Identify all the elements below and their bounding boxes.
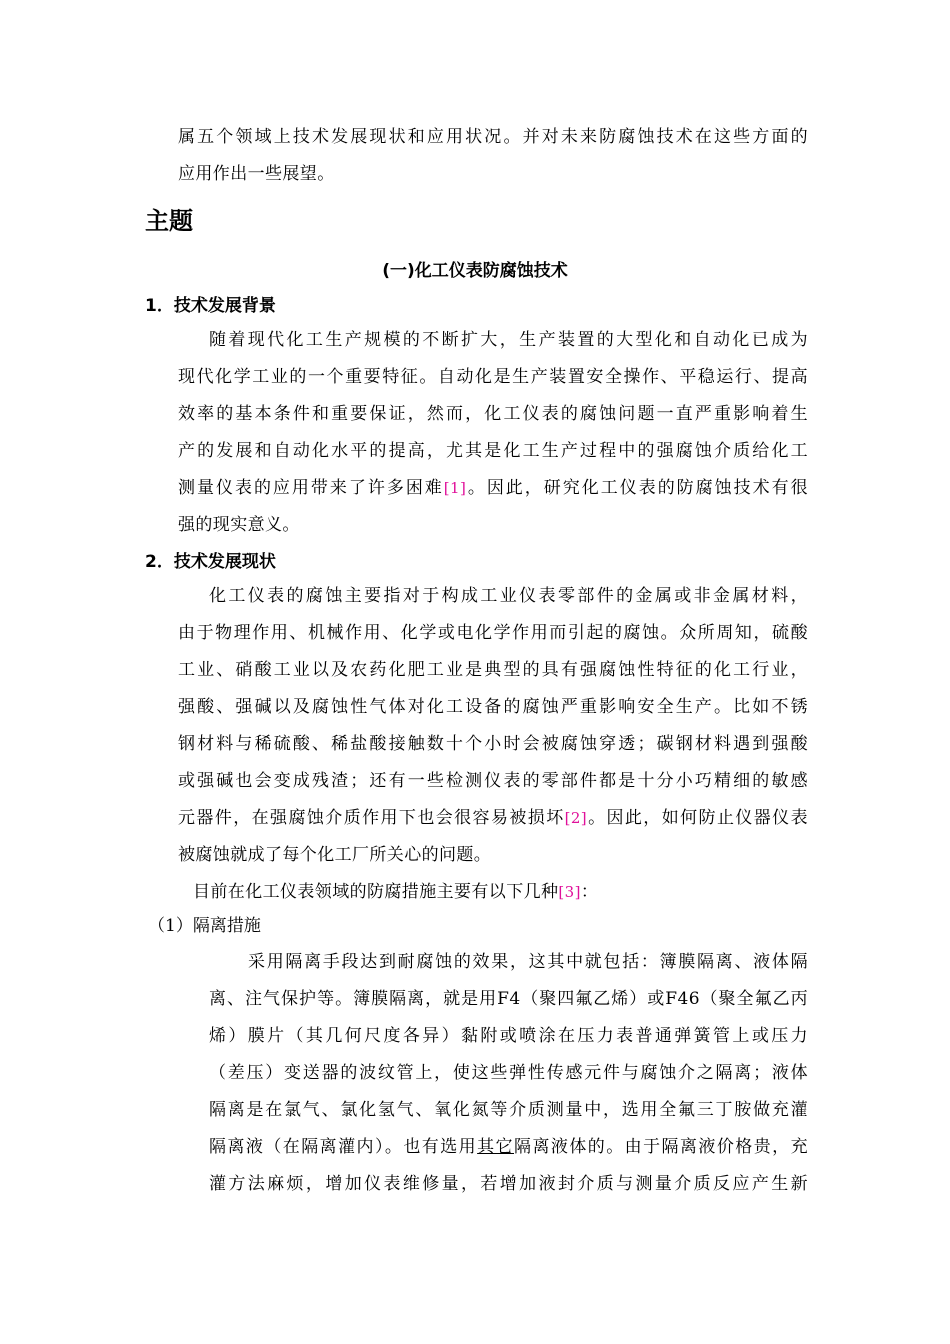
status-line-7-text-b: 。因此，如何防止仪器仪表 — [587, 808, 808, 828]
subheading-isolation: （1）隔离措施 — [148, 916, 261, 936]
citation-3: [3] — [558, 883, 581, 901]
background-line-6: 强的现实意义。 — [178, 515, 300, 535]
isolation-line-5: 隔离是在氯气、氯化氢气、氧化氮等介质测量中，选用全氟三丁胺做充灌 — [209, 1100, 808, 1120]
isolation-line-3: 烯）膜片（其几何尺度各异）黏附或喷涂在压力表普通弹簧管上或压力 — [209, 1026, 808, 1046]
intro-line-2: 应用作出一些展望。 — [178, 164, 335, 184]
status-line-8: 被腐蚀就成了每个化工厂所关心的问题。 — [178, 845, 492, 865]
isolation-line-7: 灌方法麻烦，增加仪表维修量，若增加液封介质与测量介质反应产生新 — [209, 1174, 808, 1194]
status-line-2: 由于物理作用、机械作用、化学或电化学作用而引起的腐蚀。众所周知，硫酸 — [178, 623, 808, 643]
background-line-2: 现代化学工业的一个重要特征。自动化是生产装置安全操作、平稳运行、提高 — [178, 367, 808, 387]
status-line-9 — [193, 874, 598, 911]
background-line-1: 随着现代化工生产规模的不断扩大，生产装置的大型化和自动化已成为 — [209, 330, 808, 350]
background-line-5 — [178, 470, 808, 507]
status-line-6: 或强碱也会变成残渣；还有一些检测仪表的零部件都是十分小巧精细的敏感 — [178, 771, 808, 791]
intro-line-1: 属五个领域上技术发展现状和应用状况。并对未来防腐蚀技术在这些方面的 — [178, 127, 808, 147]
status-line-5: 钢材料与稀硫酸、稀盐酸接触数十个小时会被腐蚀穿透；碳钢材料遇到强酸 — [178, 734, 808, 754]
background-line-3: 效率的基本条件和重要保证，然而，化工仪表的腐蚀问题一直严重影响着生 — [178, 404, 808, 424]
page-title: 主题 — [145, 207, 193, 235]
heading-status: 2．技术发展现状 — [145, 552, 276, 572]
status-line-7 — [178, 800, 808, 837]
background-line-5-text-b: 。因此，研究化工仪表的防腐蚀技术有很 — [466, 478, 808, 498]
citation-1: [1] — [443, 479, 467, 497]
isolation-line-1: 采用隔离手段达到耐腐蚀的效果，这其中就包括：簿膜隔离、液体隔 — [248, 952, 808, 972]
status-line-9-text-b: ： — [580, 882, 599, 902]
isolation-underlined-word: 其它 — [477, 1137, 514, 1157]
heading-background: 1．技术发展背景 — [145, 296, 276, 316]
status-line-4: 强酸、强碱以及腐蚀性气体对化工设备的腐蚀严重影响安全生产。比如不锈 — [178, 697, 808, 717]
status-line-9-text-a: 目前在化工仪表领域的防腐措施主要有以下几种 — [193, 882, 559, 902]
citation-2: [2] — [564, 809, 588, 827]
background-line-5-text-a: 测量仪表的应用带来了许多困难 — [178, 478, 444, 498]
isolation-line-6 — [209, 1129, 808, 1166]
background-line-4: 产的发展和自动化水平的提高，尤其是化工生产过程中的强腐蚀介质给化工 — [178, 441, 808, 461]
status-line-3: 工业、硝酸工业以及农药化肥工业是典型的具有强腐蚀性特征的化工行业， — [178, 660, 808, 680]
isolation-line-2: 离、注气保护等。簿膜隔离，就是用F4（聚四氟乙烯）或F46（聚全氟乙丙 — [209, 989, 808, 1009]
isolation-line-6-text-b: 隔离液体的。由于隔离液价格贵，充 — [514, 1137, 808, 1157]
section-title: (一)化工仪表防腐蚀技术 — [382, 261, 568, 281]
isolation-line-6-text-a: 隔离液（在隔离灌内）。也有选用 — [209, 1137, 478, 1157]
status-line-7-text-a: 元器件，在强腐蚀介质作用下也会很容易被损坏 — [178, 808, 565, 828]
status-line-1: 化工仪表的腐蚀主要指对于构成工业仪表零部件的金属或非金属材料， — [209, 586, 808, 606]
isolation-line-4: （差压）变送器的波纹管上，使这些弹性传感元件与腐蚀介之隔离；液体 — [209, 1063, 808, 1083]
